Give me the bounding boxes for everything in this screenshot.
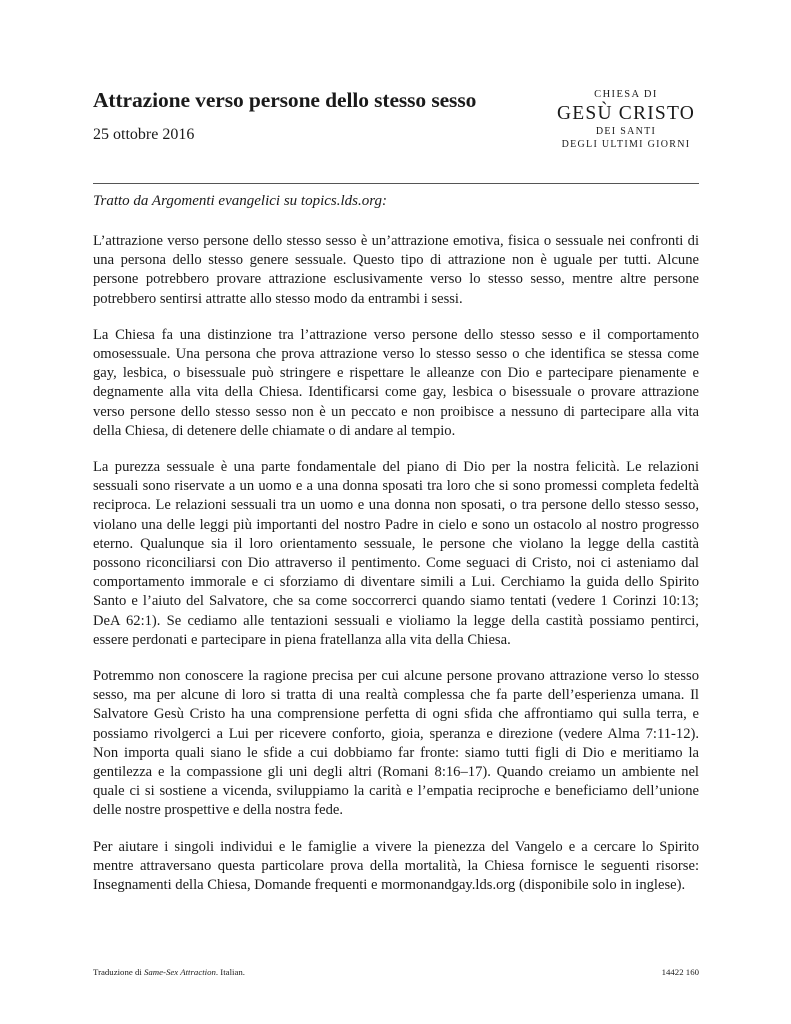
paragraph: Potremmo non conoscere la ragione precisa per cui alcune persone provano attrazione verso lo stesso sesso, ma per alcune di loro si tratta di una realtà complessa che fa parte dell’esperienza umana. Il Salvatore Gesù Cristo ha una comprensione perfetta di ogni sfida che affrontiamo qui sulla terra, e possiamo rivolgerci a Lui per ricevere conforto, gioia, speranza e direzione (vedere Alma 7:11-12). Non importa quali siano le sfide a cui dobbiamo far fronte: siamo tutti figli di Dio e meritiamo la gentilezza e la compassione gli uni degli altri (Romani 8:16–17). Quando creiamo un ambiente nel quale ci si sostiene a vicenda, sviluppiamo la carità e l’empatia reciproche e beneficiamo dell’unione delle nostre prospettive e della nostra fede. [93,668,699,819]
footer-code: 14422 160 [661,967,699,977]
church-logo [548,90,700,150]
paragraph: Per aiutare i singoli individui e le famiglie a vivere la pienezza del Vangelo e a cercare lo Spirito mentre attraversano questa particolare prova della mortalità, la Chiesa fornisce le seguenti risorse: Insegnamenti della Chiesa, Domande frequenti e mormonandgay.lds.org (disponibile solo in inglese). [93,838,699,894]
document-title: Attrazione verso persone dello stesso sesso [93,88,477,112]
logo-line-2: GESÙ CRISTO [557,102,695,124]
footer-translation-note [93,967,245,977]
footer-original-title: Same-Sex Attraction [144,967,216,977]
header-divider [93,183,699,184]
footer-prefix: Traduzione di [93,967,144,977]
logo-line-3: DEI SANTI [595,126,657,137]
source-line: Tratto da Argomenti evangelici su topics.lds.org: [93,193,388,209]
paragraph: La Chiesa fa una distinzione tra l’attrazione verso persone dello stesso sesso e il comportamento omosessuale. Una persona che prova attrazione verso lo stesso sesso o che identifica se stessa come gay, lesbica, o bisessuale può stringere e rispettare le alleanze con Dio e partecipare pienamente e degnamente alla vita della Chiesa. Identificarsi come gay, lesbica o bisessuale o provare attrazione verso persone dello stesso sesso non è un peccato e non proibisce a nessuno di partecipare alla vita della Chiesa, di detenere delle chiamate o di andare al tempio. [93,326,699,439]
logo-line-4: DEGLI ULTIMI GIORNI [561,139,691,150]
logo-line-1: CHIESA DI [594,89,658,100]
body-text [93,232,699,912]
document-date: 25 ottobre 2016 [93,126,195,143]
paragraph: La purezza sessuale è una parte fondamentale del piano di Dio per la nostra felicità. Le relazioni sessuali sono riservate a un uomo e a una donna sposati tra loro che si sono promessi completa fedeltà reciproca. Le relazioni sessuali tra un uomo e una donna non sposati, o tra persone dello stesso sesso, violano una delle leggi più importanti del nostro Padre in cielo e sono un ostacolo al nostro progresso eterno. Qualunque sia il loro orientamento sessuale, le persone che violano la legge della castità possono riconciliarsi con Dio attraverso il pentimento. Come seguaci di Cristo, noi ci asteniamo dal comportamento immorale e ci sforziamo di diventare simili a Lui. Cerchiamo la guida dello Spirito Santo e l’aiuto del Salvatore, che sa come soccorrerci quando siamo tentati (vedere 1 Corinzi 10:13; DeA 62:1). Se cediamo alle tentazioni sessuali e violiamo la legge della castità possiamo pentirci, essere perdonati e partecipare in piena fratellanza alla vita della Chiesa. [93,459,699,648]
footer-suffix: . Italian. [215,967,245,977]
paragraph: L’attrazione verso persone dello stesso sesso è un’attrazione emotiva, fisica o sessuale nei confronti di una persona dello stesso genere sessuale. Questo tipo di attrazione non è uguale per tutti. Alcune persone potrebbero provare attrazione esclusivamente verso lo stesso sesso, mentre altre persone potrebbero sentirsi attratte allo stesso modo da entrambi i sessi. [93,233,699,307]
